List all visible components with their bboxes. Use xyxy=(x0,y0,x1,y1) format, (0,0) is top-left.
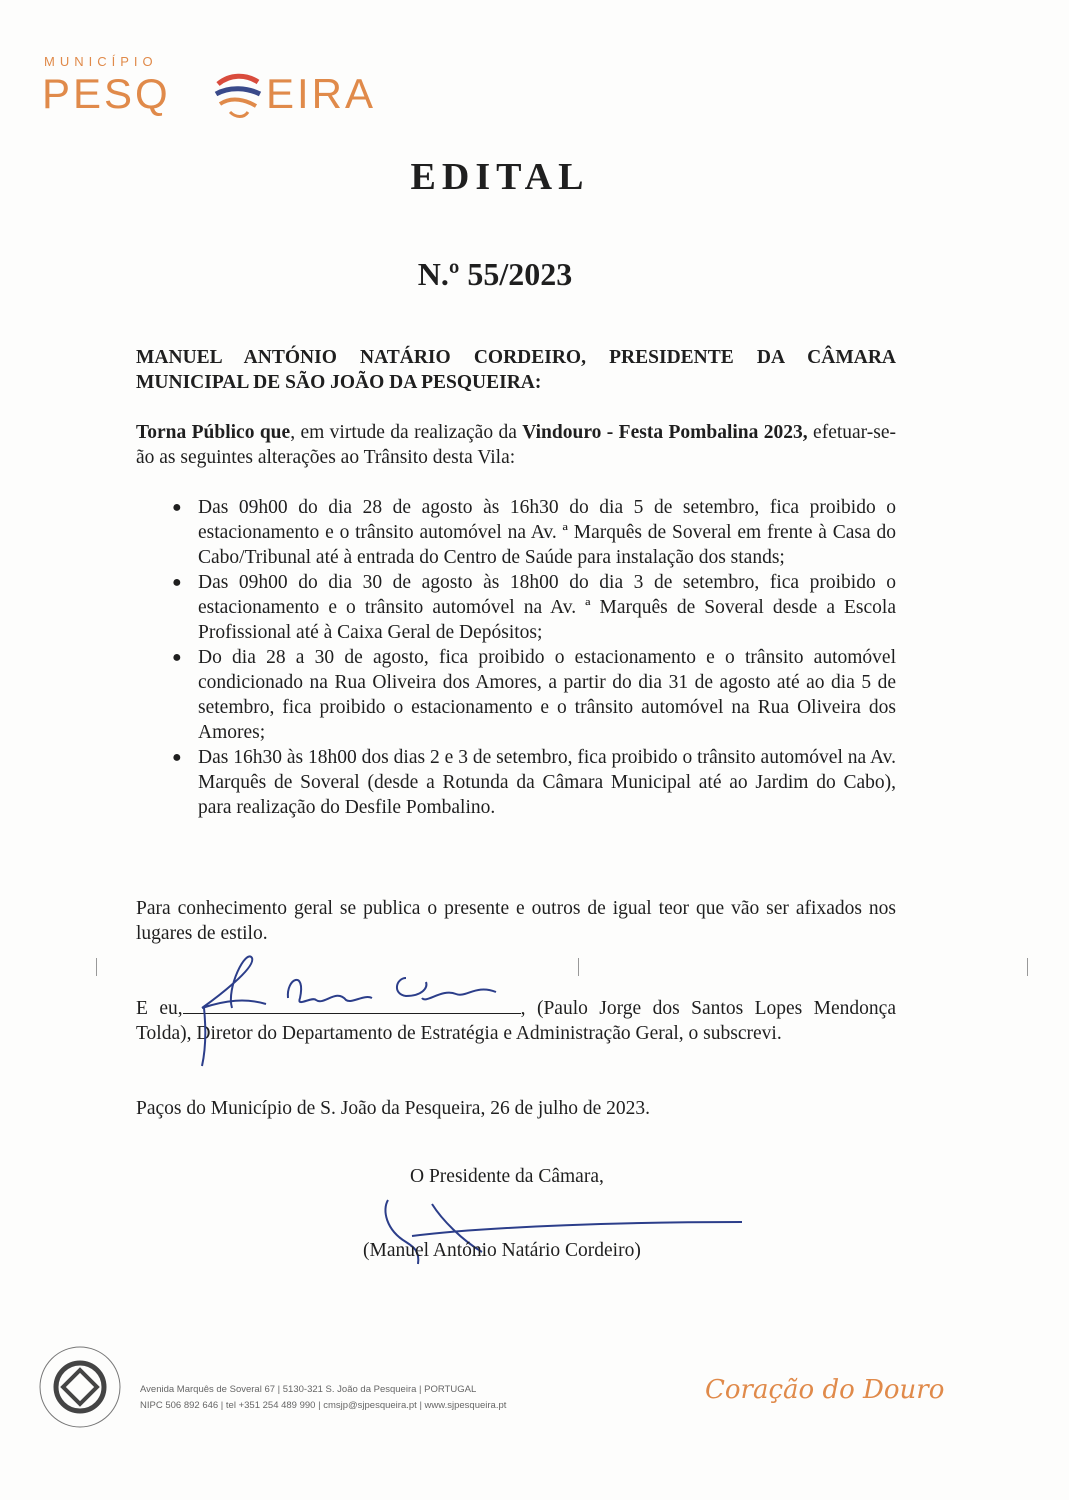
intro-lead: Torna Público que xyxy=(136,422,291,443)
edict-number: N.º 55/2023 xyxy=(417,256,573,292)
logo-word-left: PESQ xyxy=(42,70,171,117)
document-title: EDITAL xyxy=(410,156,590,198)
measure-text: Das 09h00 do dia 28 de agosto às 16h30 do dia 5 de setembro, fica proibido o estacionamento e o trânsito automóvel na Av. ª Marquês de Soveral em frente à Casa do Cabo/Tribunal até à entrada do Centro de Saúde para instalação dos stands; xyxy=(198,497,896,568)
intro-paragraph xyxy=(136,420,896,470)
margin-mark xyxy=(578,958,579,976)
bullet-icon: ● xyxy=(172,574,182,591)
world-heritage-seal-icon xyxy=(38,1345,122,1429)
subscription-start: E eu, xyxy=(136,998,183,1019)
list-item xyxy=(172,645,896,745)
logo-emblem-icon xyxy=(210,66,266,122)
president-name: (Manuel António Natário Cordeiro) xyxy=(363,1240,641,1261)
measure-text: Das 16h30 às 18h00 dos dias 2 e 3 de setembro, fica proibido o trânsito automóvel na Av. Marquês de Soveral (desde a Rotunda da Câmara Municipal até ao Jardim do Cabo), para realização do Desfile Pombalino. xyxy=(198,747,896,818)
director-signature xyxy=(196,948,526,1068)
slogan: Coração do Douro xyxy=(705,1375,945,1405)
logo-small-text: MUNICÍPIO xyxy=(44,54,158,69)
municipality-logo xyxy=(42,54,377,124)
measure-text: Do dia 28 a 30 de agosto, fica proibido o estacionamento e o trânsito automóvel condicionado na Rua Oliveira dos Amores, a partir do dia 31 de agosto até ao dia 5 de setembro, fica proibido o estacionamento e o trânsito automóvel na Rua Oliveira dos Amores; xyxy=(198,647,896,743)
margin-mark xyxy=(96,958,97,976)
footer-contacts: NIPC 506 892 646 | tel +351 254 489 990 | cmsjp@sjpesqueira.pt | www.sjpesqueira.pt xyxy=(140,1400,507,1411)
bullet-icon: ● xyxy=(172,649,182,666)
list-item xyxy=(172,745,896,820)
issuer-heading: MANUEL ANTÓNIO NATÁRIO CORDEIRO, PRESIDENTE DA CÂMARA MUNICIPAL DE SÃO JOÃO DA PESQUEIRA: xyxy=(136,347,896,393)
publication-notice: Para conhecimento geral se publica o presente e outros de igual teor que vão ser afixados nos lugares de estilo. xyxy=(136,898,896,944)
list-item xyxy=(172,570,896,645)
margin-mark xyxy=(1027,958,1028,976)
subscription-end: , (Paulo Jorge dos Santos Lopes Mendonça Tolda), Diretor do Departamento de Estratégia e Administração Geral, o subscrevi. xyxy=(136,998,896,1044)
measure-text: Das 09h00 do dia 30 de agosto às 18h00 do dia 3 de setembro, fica proibido o estacionamento e o trânsito automóvel na Av. ª Marquês de Soveral desde a Escola Profissional até à Caixa Geral de Depósitos; xyxy=(198,572,896,643)
bullet-icon: ● xyxy=(172,499,182,516)
intro-text-2: efetuar-se-ão as seguintes alterações ao Trânsito desta Vila: xyxy=(136,422,897,468)
place-and-date: Paços do Município de S. João da Pesqueira, 26 de julho de 2023. xyxy=(136,1098,650,1119)
president-label: O Presidente da Câmara, xyxy=(410,1166,604,1187)
intro-event: Vindouro - Festa Pombalina 2023, xyxy=(522,422,808,443)
footer-address: Avenida Marquês de Soveral 67 | 5130-321 S. João da Pesqueira | PORTUGAL xyxy=(140,1384,477,1395)
logo-word-right: EIRA xyxy=(266,70,377,117)
bullet-icon: ● xyxy=(172,749,182,766)
traffic-measures-list xyxy=(172,495,896,820)
list-item xyxy=(172,495,896,570)
intro-text-1: , em virtude da realização da xyxy=(290,422,523,443)
